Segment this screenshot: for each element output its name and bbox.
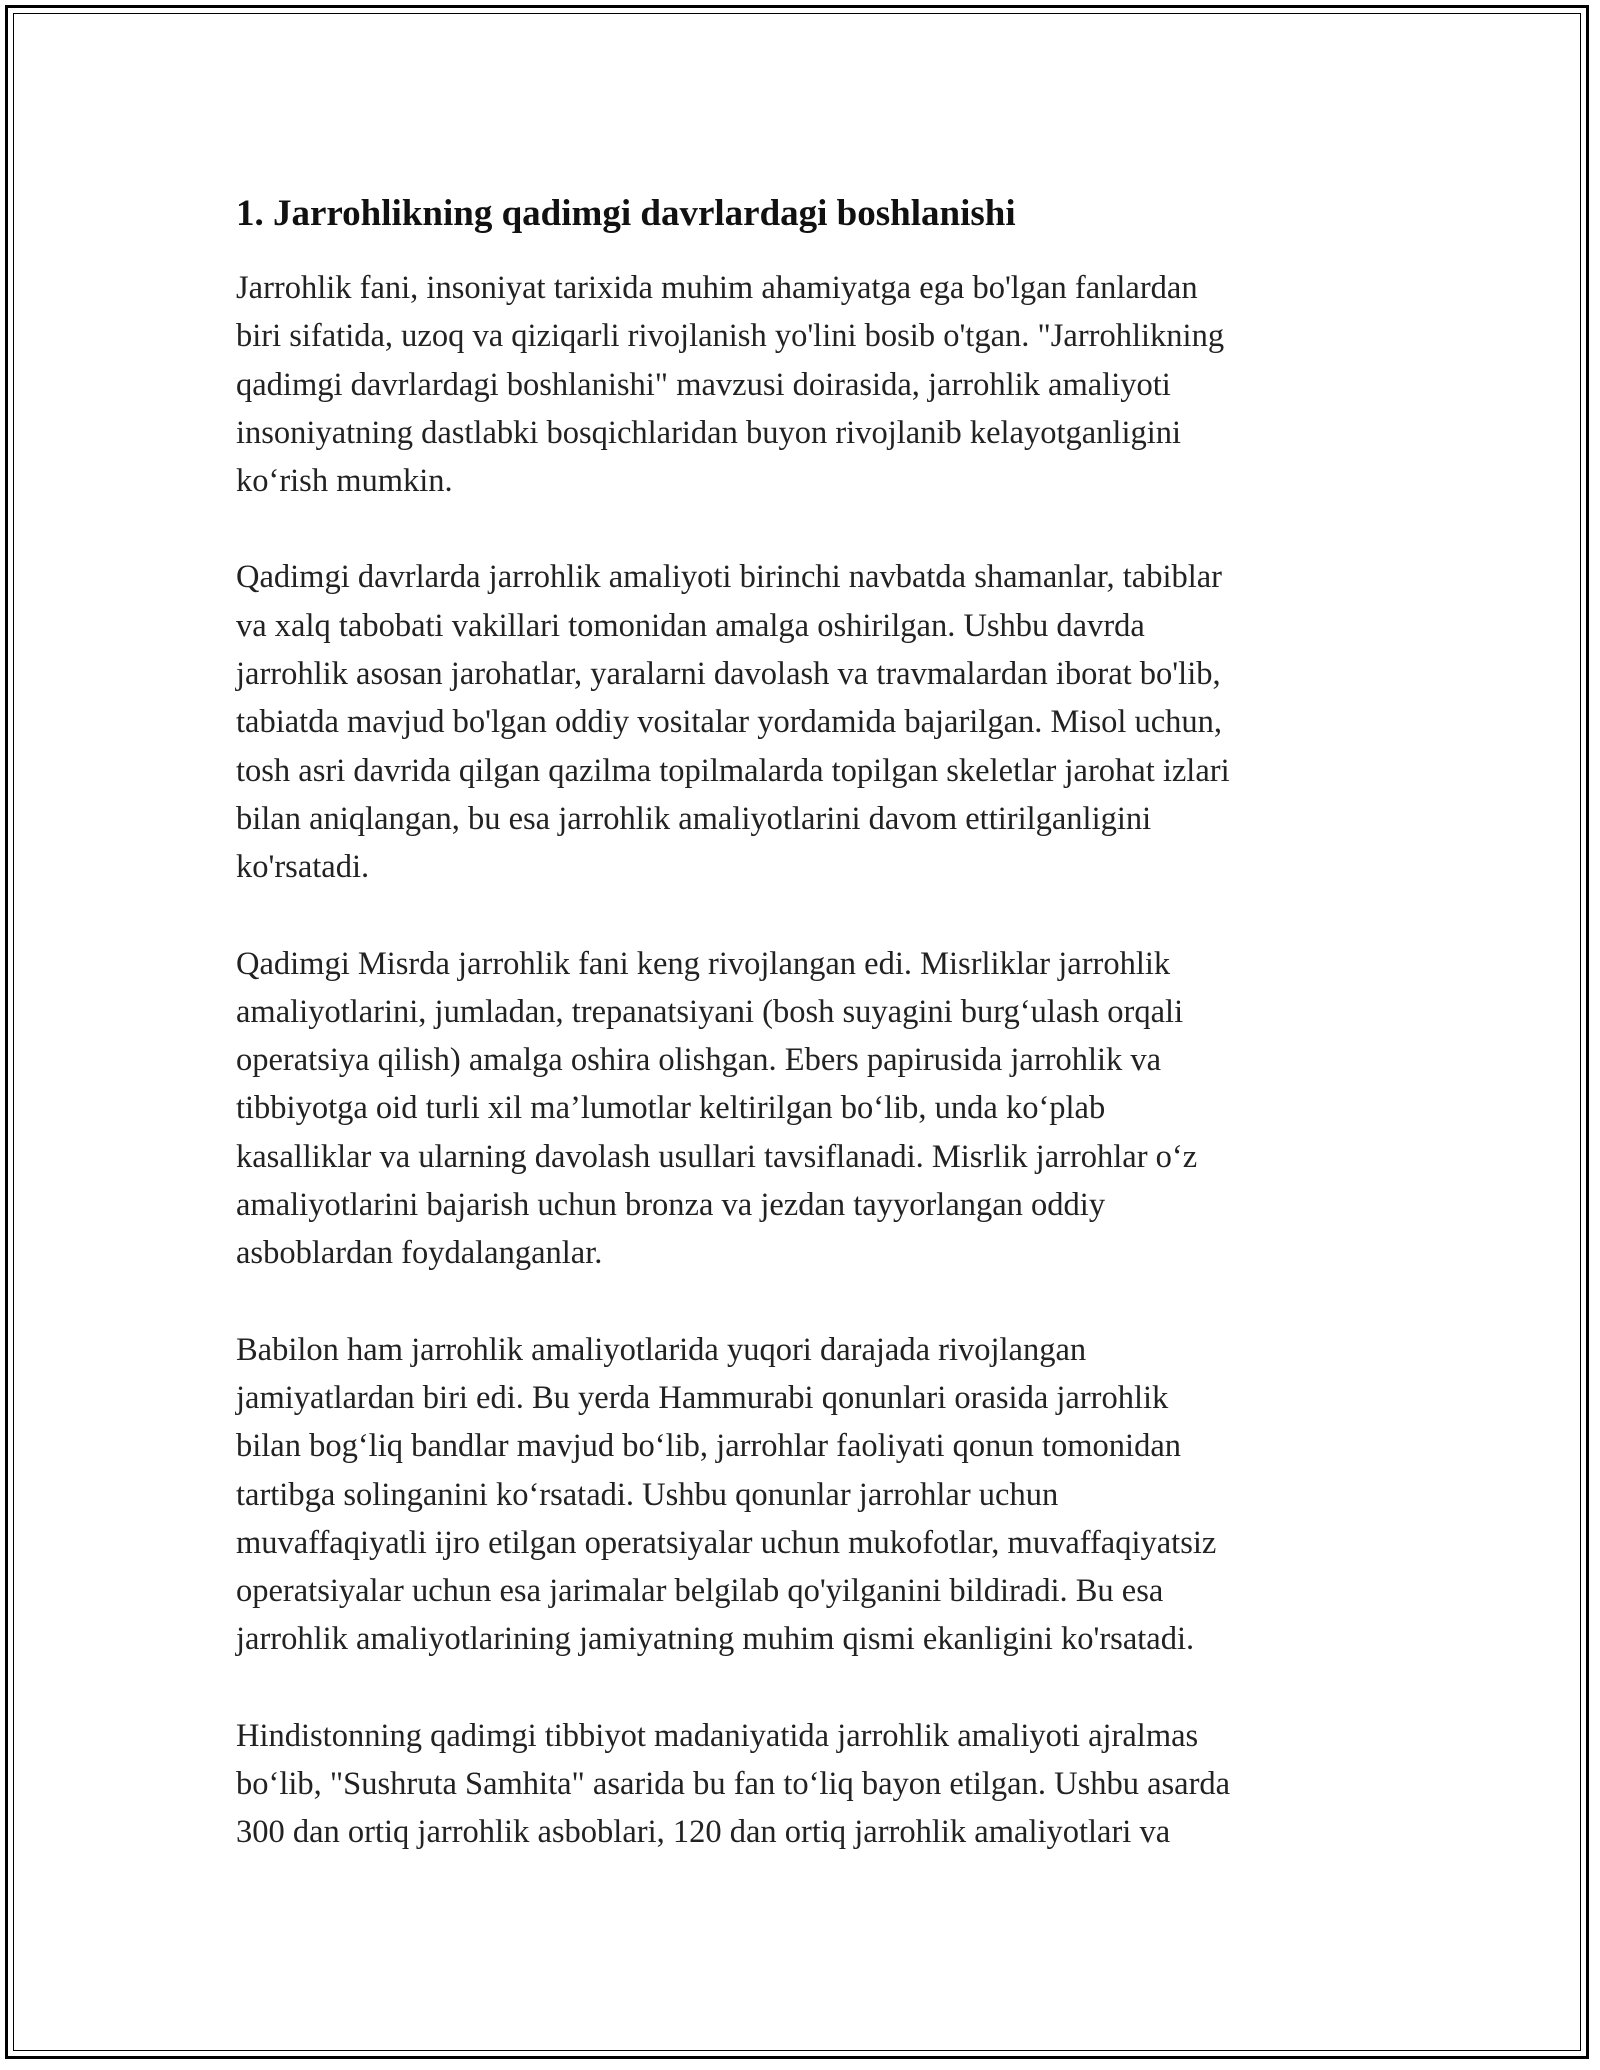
paragraph-4: Babilon ham jarrohlik amaliyotlarida yuqori darajada rivojlangan jamiyatlardan biri edi. Bu yerda Hammurabi qonunlari orasida jarrohlik bilan bogʻliq bandlar mavjud boʻlib, jarrohlar faoliyati qonun tomonidan tartibga solinganini koʻrsatadi. Ushbu qonunlar jarrohlar uchun muvaffaqiyatli ijro etilgan operatsiyalar uchun mukofotlar, muvaffaqiyatsiz operatsiyalar uchun esa jarimalar belgilab qo'yilganini bildiradi. Bu esa jarrohlik amaliyotlarining jamiyatning muhim qismi ekanligini ko'rsatadi. [236,1331,1217,1658]
section-heading: 1. Jarrohlikning qadimgi davrlardagi boshlanishi [236,193,1016,234]
paragraph-2: Qadimgi davrlarda jarrohlik amaliyoti birinchi navbatda shamanlar, tabiblar va xalq tabobati vakillari tomonidan amalga oshirilgan. Ushbu davrda jarrohlik asosan jarohatlar, yaralarni davolash va travmalardan iborat bo'lib, tabiatda mavjud bo'lgan oddiy vositalar yordamida bajarilgan. Misol uchun, tosh asri davrida qilgan qazilma topilmalarda topilgan skeletlar jarohat izlari bilan aniqlangan, bu esa jarrohlik amaliyotlarini davom ettirilganligini ko'rsatadi. [236,559,1230,886]
paragraph-5: Hindistonning qadimgi tibbiyot madaniyatida jarrohlik amaliyoti ajralmas boʻlib, "Sushruta Samhita" asarida bu fan toʻliq bayon etilgan. Ushbu asarda 300 dan ortiq jarrohlik asboblari, 120 dan ortiq jarrohlik amaliyotlari va [236,1717,1231,1851]
document-body [236,186,1366,1905]
paragraph-1: Jarrohlik fani, insoniyat tarixida muhim ahamiyatga ega bo'lgan fanlardan biri sifatida, uzoq va qiziqarli rivojlanish yo'lini bosib o'tgan. "Jarrohlikning qadimgi davrlardagi boshlanishi" mavzusi doirasida, jarrohlik amaliyoti insoniyatning dastlabki bosqichlaridan buyon rivojlanib kelayotganligini koʻrish mumkin. [236,270,1225,500]
paragraph-3: Qadimgi Misrda jarrohlik fani keng rivojlangan edi. Misrliklar jarrohlik amaliyotlarini, jumladan, trepanatsiyani (bosh suyagini burgʻulash orqali operatsiya qilish) amalga oshira olishgan. Ebers papirusida jarrohlik va tibbiyotga oid turli xil ma’lumotlar keltirilgan boʻlib, unda koʻplab kasalliklar va ularning davolash usullari tavsiflanadi. Misrlik jarrohlar oʻz amaliyotlarini bajarish uchun bronza va jezdan tayyorlangan oddiy asboblardan foydalanganlar. [236,945,1198,1272]
